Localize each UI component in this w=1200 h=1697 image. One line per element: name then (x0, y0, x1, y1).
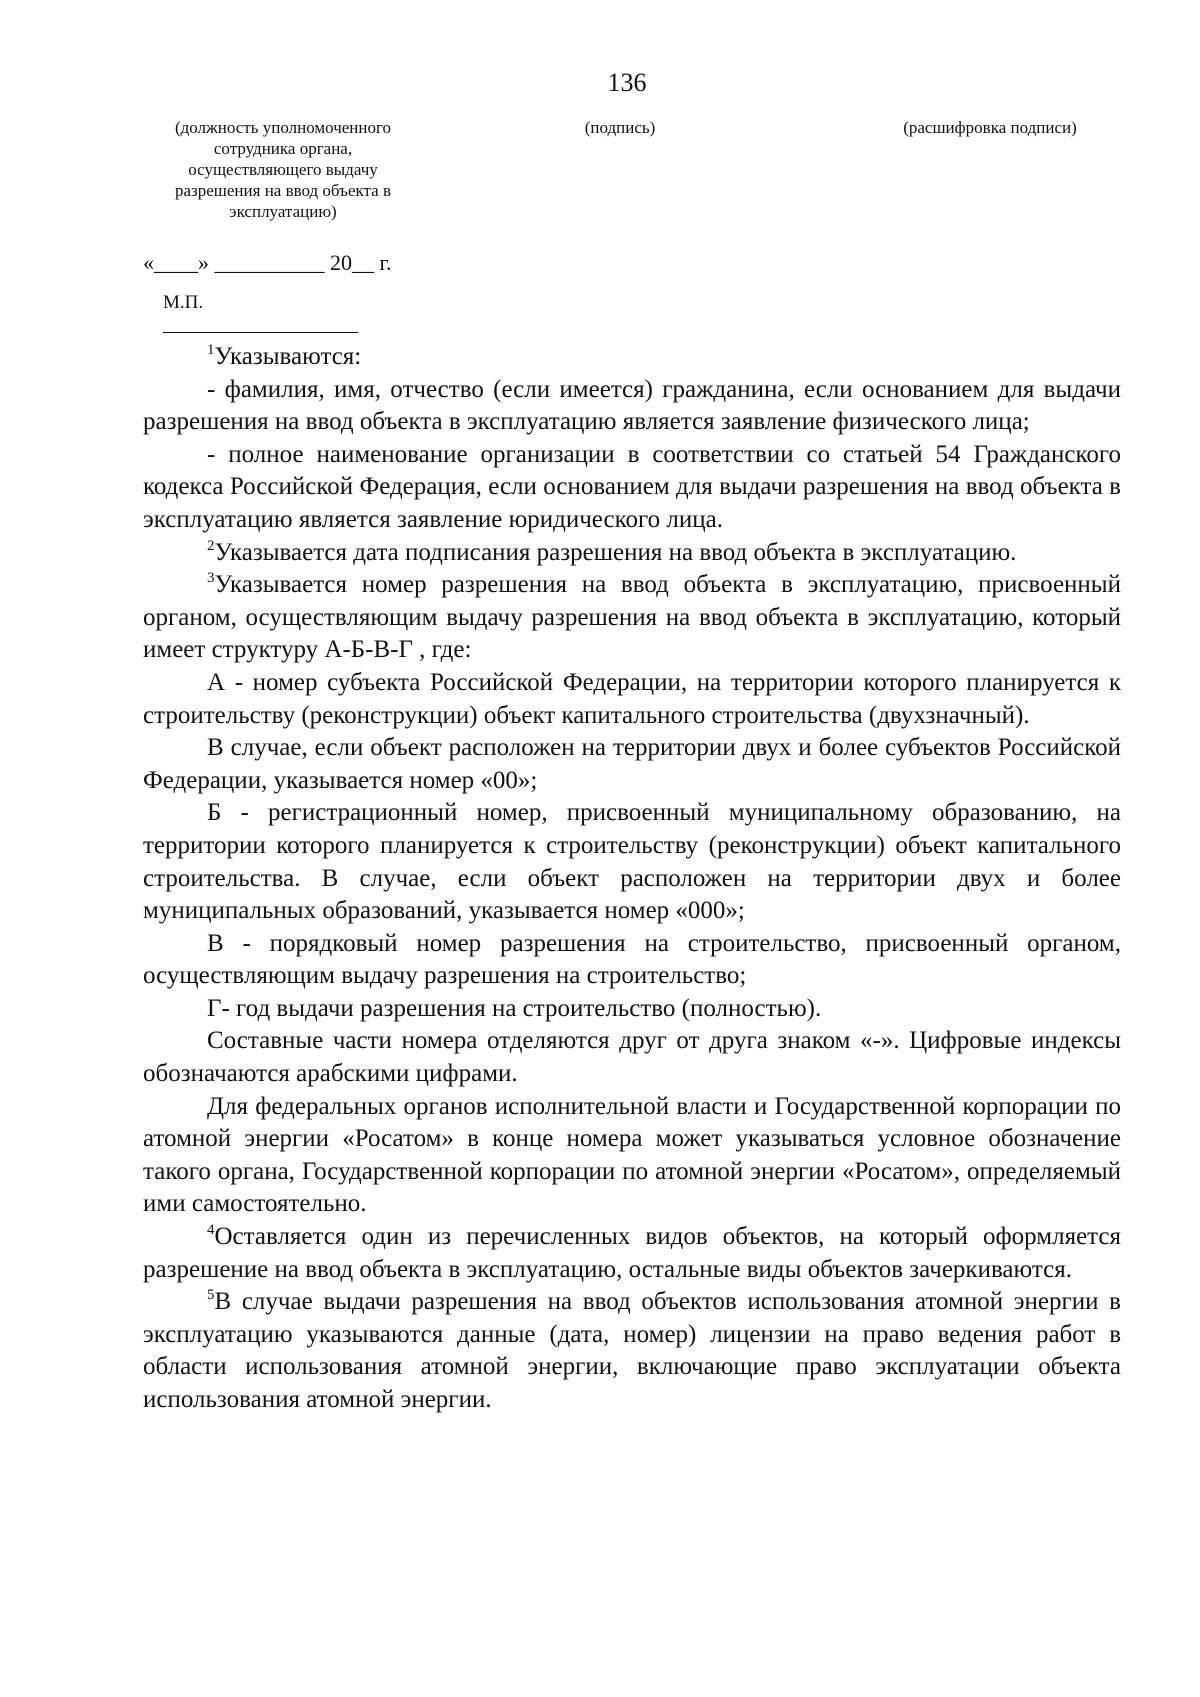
footnote-text: А - номер субъекта Российской Федерации, на территории которого планируется к строительству (реконструкции) объект капитального строительства (двухзначный). (143, 668, 1121, 729)
footnote-text: В - порядковый номер разрешения на строительство, присвоенный органом, осуществляющим выдачу разрешения на строительство; (143, 929, 1121, 990)
footnote-paragraph (143, 1025, 1121, 1090)
footnote-text: Составные части номера отделяются друг от друга знаком «-». Цифровые индексы обозначаются арабскими цифрами. (143, 1027, 1121, 1088)
footnote-paragraph (143, 374, 1121, 439)
footnote-paragraph (143, 537, 1121, 570)
stamp-mark: М.П. (163, 292, 204, 313)
footnote-text: Указывается дата подписания разрешения на ввод объекта в эксплуатацию. (214, 538, 1017, 566)
footnote-paragraph (143, 928, 1121, 993)
date-line: «____» __________ 20__ г. (143, 250, 392, 275)
footnote-text: Оставляется один из перечисленных видов объектов, на который оформляется разрешение на ввод объекта в эксплуатацию, остальные виды объектов зачеркиваются. (143, 1223, 1121, 1283)
footnote-text: Б - регистрационный номер, присвоенный муниципальному образованию, на территории которого планируется к строительству (реконструкции) объект капитального строительства. В случае, если объект расположен на территории двух и более муниципальных образований, указывается номер «000»; (143, 799, 1121, 925)
footnote-paragraph (143, 569, 1121, 667)
footnote-mark: 2 (207, 537, 215, 554)
page-number: 136 (607, 68, 647, 97)
footnote-paragraph (143, 439, 1121, 537)
footnote-text: В случае выдачи разрешения на ввод объектов использования атомной энергии в эксплуатацию указываются данные (дата, номер) лицензии на право ведения работ в области использования атомной энергии, включающие право эксплуатации объекта использования атомной энергии. (143, 1288, 1121, 1413)
footnote-text: Указываются: (214, 343, 362, 370)
footnote-paragraph (143, 1221, 1121, 1286)
footnote-text: Для федеральных органов исполнительной власти и Государственной корпорации по атомной энергии «Росатом» в конце номера может указываться условное обозначение такого органа, Государственной корпорации по атомной энергии «Росатом», определяемый ими самостоятельно. (143, 1092, 1121, 1218)
footnote-paragraph (143, 797, 1121, 927)
footnote-paragraph (143, 993, 1121, 1026)
footnote-paragraph (143, 1286, 1121, 1416)
footnote-text: В случае, если объект расположен на территории двух и более субъектов Российской Федерации, указывается номер «00»; (143, 734, 1121, 794)
position-caption: (должность уполномоченного сотрудника органа, осуществляющего выдачу разрешения на ввод объекта в эксплуатацию) (174, 118, 392, 221)
footnote-mark: 5 (207, 1287, 215, 1304)
footnote-mark: 1 (207, 342, 215, 358)
footnote-mark: 4 (207, 1222, 215, 1239)
footnote-text: Указывается номер разрешения на ввод объекта в эксплуатацию, присвоенный органом, осуществляющим выдачу разрешения на ввод объекта в эксплуатацию, который имеет структуру А-Б-В-Г , где: (143, 571, 1121, 664)
footnote-paragraph (143, 732, 1121, 797)
footnote-paragraph (143, 667, 1121, 732)
footnote-text: Г- год выдачи разрешения на строительство (полностью). (207, 994, 822, 1022)
signature-caption: (подпись) (584, 118, 656, 137)
footnote-mark: 3 (207, 570, 215, 587)
decoding-caption: (расшифровка подписи) (903, 118, 1077, 137)
footnote-paragraph (143, 341, 1121, 374)
footnote-paragraph (143, 1091, 1121, 1221)
footnote-text: - фамилия, имя, отчество (если имеется) гражданина, если основанием для выдачи разрешения на ввод объекта в эксплуатацию является заявление физического лица; (143, 375, 1121, 436)
footnote-separator (163, 332, 358, 333)
footnotes (143, 341, 1121, 1417)
footnote-text: - полное наименование организации в соответствии со статьей 54 Гражданского кодекса Российской Федерация, если основанием для выдачи разрешения на ввод объекта в эксплуатацию является заявление юридического лица. (143, 440, 1121, 533)
